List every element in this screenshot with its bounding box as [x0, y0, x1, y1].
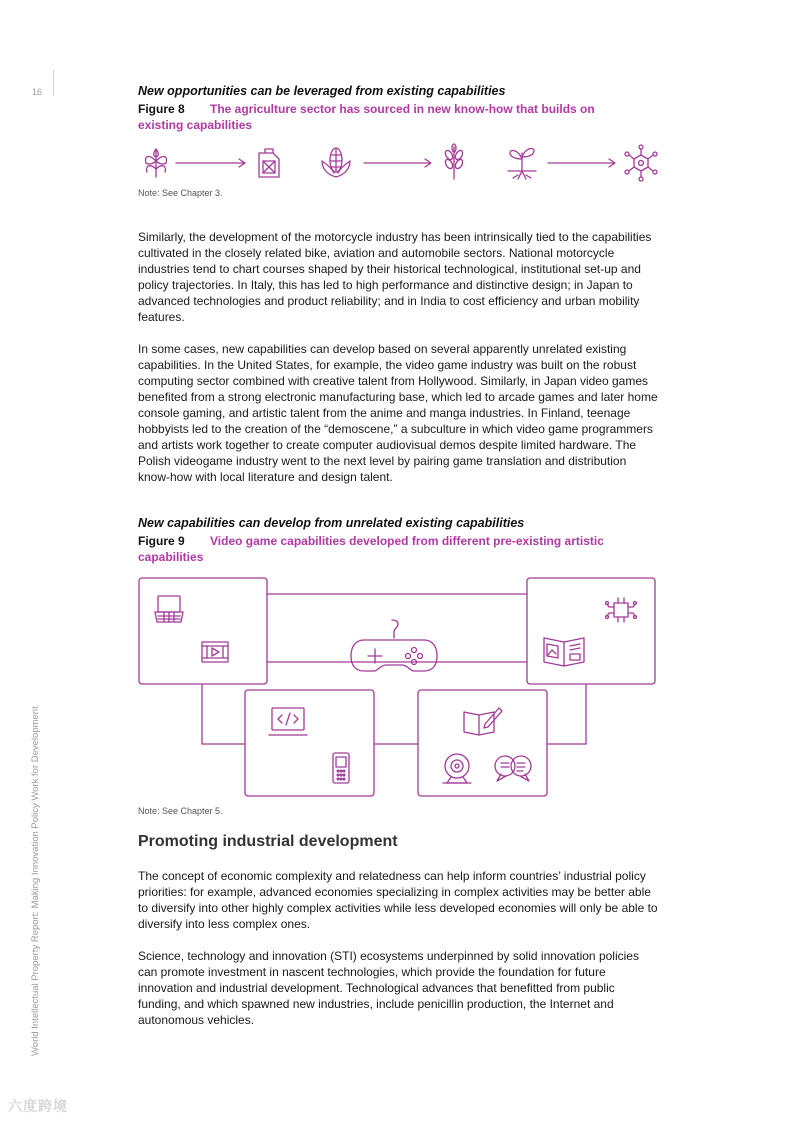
- game-controller-icon: [351, 620, 437, 671]
- watermark-logo: 六度跨境: [8, 1098, 68, 1114]
- chat-bubbles-icon: [495, 756, 531, 781]
- page-number-divider: [53, 70, 54, 96]
- plant-sprout-icon: [145, 149, 166, 177]
- rooted-seedling-icon: [508, 149, 536, 179]
- paragraph-video-games: In some cases, new capabilities can develop based on several apparently unrelated existing capabilities. In the United States, for example, the video game industry was built on the robust computing sector combined with creative talent from Hollywood. Similarly, in Japan video games benefited from a strong electronic manufacturing base, which led to arcade games and later home console gaming, and artistic talent from the anime and manga industries. In Finland, teenage hobbyists led to the creation of the “demoscene,” a subculture in which video game programmers and artists work together to create computer audiovisual demos despite limited hardware. The Polish videogame industry went to the next level by pairing game translation and distribution know-how with local literature and design talent.: [138, 342, 658, 484]
- figure9-label: Figure 9: [138, 534, 185, 548]
- figure9-note: Note: See Chapter 5.: [138, 806, 223, 816]
- circuit-chip-icon: [606, 598, 637, 622]
- open-book-icon: [544, 638, 584, 666]
- wheat-stalk-icon: [444, 144, 464, 179]
- figure9-box-left: [139, 578, 267, 684]
- corn-icon: [322, 148, 350, 177]
- code-window-icon: [269, 708, 307, 735]
- film-strip-icon: [202, 642, 228, 662]
- figure9-box-bottom-left: [245, 690, 374, 796]
- webcam-icon: [443, 754, 471, 783]
- figure9-caption-text: Video game capabilities developed from different pre-existing artistic capabilities: [138, 534, 604, 564]
- figure9-caption: [138, 533, 618, 565]
- fertilizer-canister-icon: [259, 149, 279, 177]
- figure9-diagram: [138, 576, 660, 802]
- figure8-diagram: [138, 140, 660, 186]
- paragraph-economic-complexity: The concept of economic complexity and relatedness can help inform countries’ industrial policy priorities: for example, advanced economies specializing in complex activities may be better able to diversify into other highly complex activities while less developed economies will only be able to diversify into less complex ones.: [138, 869, 658, 931]
- figure8-label: Figure 8: [138, 102, 185, 116]
- figure9-intro: New capabilities can develop from unrelated existing capabilities: [138, 516, 525, 530]
- paragraph-motorcycle: Similarly, the development of the motorcycle industry has been intrinsically tied to the capabilities cultivated in the closely related bike, aviation and automobile sectors. National motorcycle industries tend to chart courses shaped by their historical technological, institutional set-up and policy trajectories. In Italy, this has led to high performance and distinctive design; in Japan to advanced technologies and product reliability; and in India to cost efficiency and urban mobility features.: [138, 230, 652, 324]
- figure8-note: Note: See Chapter 3.: [138, 188, 223, 198]
- paragraph-sti-ecosystems: Science, technology and innovation (STI) ecosystems underpinned by solid innovation policies can promote investment in nascent technologies, which provide the foundation for future innovation and industrial development. Technological advances that benefitted from public funding, and which spawned new industries, include penicillin production, the Internet and autonomous vehicles.: [138, 949, 639, 1027]
- sketchbook-pen-icon: [464, 708, 502, 735]
- side-report-title: World Intellectual Property Report: Making Innovation Policy Work for Development: [30, 706, 41, 1056]
- molecule-icon: [625, 145, 657, 181]
- figure8-caption: [138, 101, 618, 133]
- mobile-phone-icon: [333, 753, 349, 783]
- figure9-box-right: [527, 578, 655, 684]
- figure8-intro: New opportunities can be leveraged from existing capabilities: [138, 84, 506, 98]
- page-number: 16: [32, 87, 43, 97]
- figure8-caption-text: The agriculture sector has sourced in new know-how that builds on existing capabilities: [138, 102, 595, 132]
- laptop-icon: [155, 596, 183, 622]
- section-heading: Promoting industrial development: [138, 833, 398, 850]
- figure9-connectors: [202, 594, 586, 744]
